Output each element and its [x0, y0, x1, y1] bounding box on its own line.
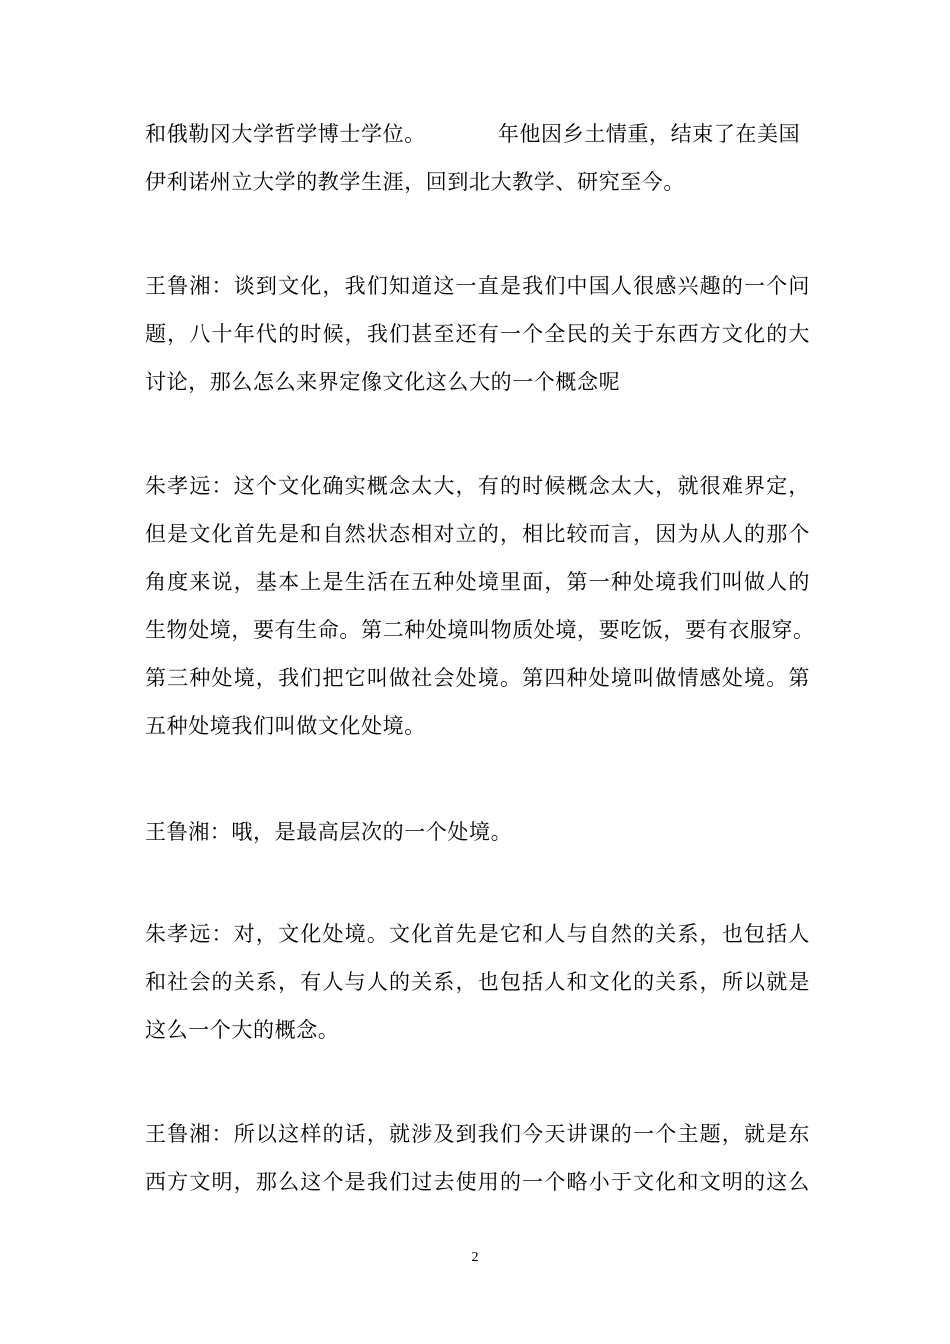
text-line: 生物处境，要有生命。第二种处境叫物质处境，要吃饭，要有衣服穿。 [145, 618, 815, 642]
paragraph-zhu-answer [145, 462, 815, 750]
text-line: 角度来说，基本上是生活在五种处境里面，第一种处境我们叫做人的 [145, 570, 810, 594]
text-line: 王鲁湘：哦，是最高层次的一个处境。 [145, 820, 513, 844]
text-line [145, 110, 810, 158]
paragraph-zhu-reply [145, 910, 810, 1054]
paragraph-intro [145, 110, 810, 206]
text-line: 王鲁湘：谈到文化，我们知道这一直是我们中国人很感兴趣的一个问 [145, 274, 810, 298]
text-line: 朱孝远：对，文化处境。文化首先是它和人与自然的关系，也包括人 [145, 922, 810, 946]
page-number: 2 [471, 1250, 479, 1265]
text-line: 朱孝远：这个文化确实概念太大，有的时候概念太大，就很难界定， [145, 474, 810, 498]
text-line: 五种处境我们叫做文化处境。 [145, 714, 426, 738]
text-segment: 和俄勒冈大学哲学博士学位。 [145, 122, 426, 146]
text-line: 讨论，那么怎么来界定像文化这么大的一个概念呢 [145, 370, 621, 394]
text-line: 伊利诺州立大学的教学生涯，回到北大教学、研究至今。 [145, 170, 685, 194]
text-line: 和社会的关系，有人与人的关系，也包括人和文化的关系，所以就是 [145, 970, 810, 994]
text-line: 但是文化首先是和自然状态相对立的，相比较而言，因为从人的那个 [145, 522, 810, 546]
paragraph-wang-remark [145, 808, 810, 856]
text-line: 西方文明，那么这个是我们过去使用的一个略小于文化和文明的这么 [145, 1170, 810, 1194]
paragraph-wang-topic [145, 1110, 810, 1206]
text-line: 题，八十年代的时候，我们甚至还有一个全民的关于东西方文化的大 [145, 322, 810, 346]
text-line: 第三种处境，我们把它叫做社会处境。第四种处境叫做情感处境。第 [145, 666, 810, 690]
text-segment: 年他因乡土情重，结束了在美国 [497, 122, 801, 146]
text-line: 这么一个大的概念。 [145, 1018, 340, 1042]
text-line: 王鲁湘：所以这样的话，就涉及到我们今天讲课的一个主题，就是东 [145, 1122, 810, 1146]
paragraph-wang-question [145, 262, 810, 406]
